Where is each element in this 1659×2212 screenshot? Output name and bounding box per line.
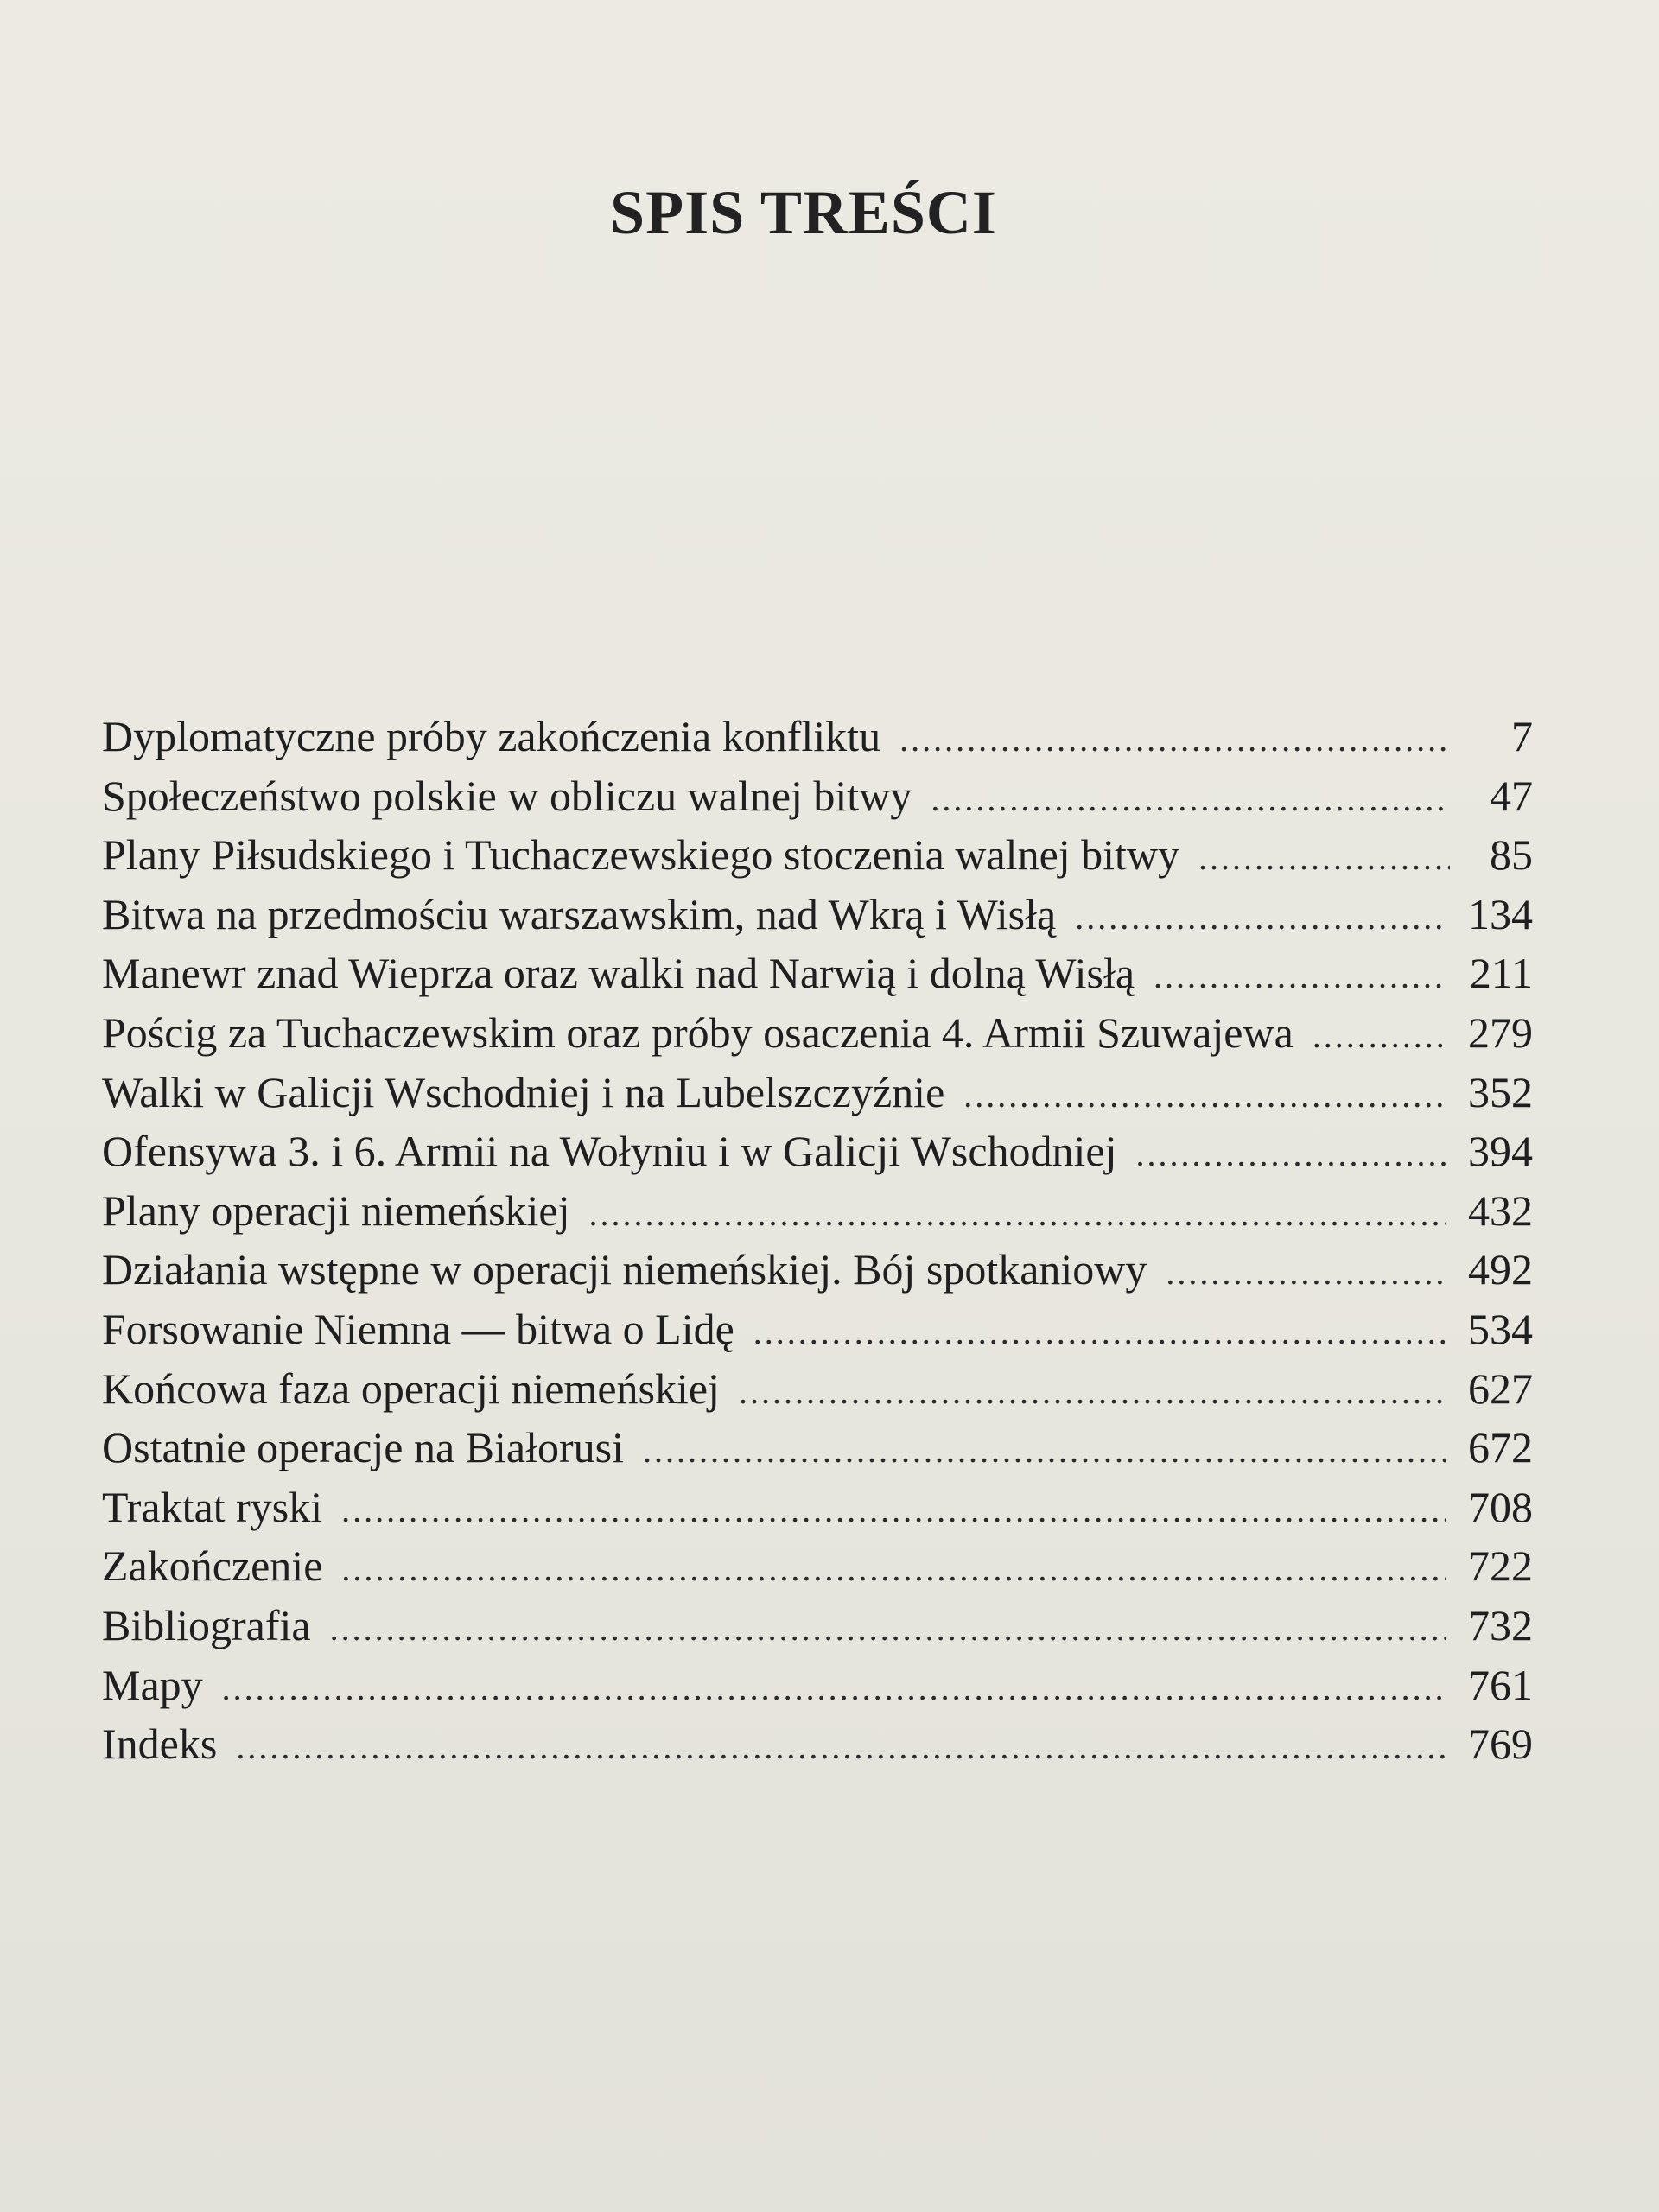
dot-leader	[222, 1659, 1446, 1719]
dot-leader	[1198, 829, 1450, 888]
toc-entry-title: Forsowanie Niemna — bitwa o Lidę	[102, 1304, 734, 1353]
dot-leader	[963, 1066, 1446, 1126]
toc-entry-9	[102, 1181, 1533, 1241]
toc-entry-17	[102, 1656, 1533, 1715]
toc-entry-14	[102, 1478, 1533, 1537]
dot-leader	[753, 1303, 1446, 1363]
toc-entry-2	[102, 766, 1533, 826]
toc-entry-page: 732	[1468, 1600, 1533, 1649]
dot-leader	[1313, 1007, 1446, 1066]
toc-entry-page: 708	[1468, 1482, 1533, 1531]
toc-entry-title: Dyplomatyczne próby zakończenia konfliktu	[102, 712, 881, 760]
toc-entry-page: 211	[1469, 949, 1533, 998]
dot-leader	[589, 1185, 1446, 1244]
toc-entry-title: Traktat ryski	[102, 1482, 323, 1531]
dot-leader	[236, 1718, 1446, 1777]
dot-leader	[1136, 1125, 1446, 1185]
toc-entry-8	[102, 1122, 1533, 1181]
toc-entry-page: 352	[1468, 1067, 1533, 1116]
toc-entry-10	[102, 1240, 1533, 1300]
toc-entry-title: Ofensywa 3. i 6. Armii na Wołyniu i w Galicji Wschodniej	[102, 1127, 1117, 1176]
toc-entry-page: 279	[1468, 1007, 1533, 1057]
toc-entry-title: Mapy	[102, 1660, 203, 1709]
toc-entry-title: Końcowa faza operacji niemeńskiej	[102, 1363, 720, 1413]
toc-entry-11	[102, 1300, 1533, 1359]
toc-entry-title: Społeczeństwo polskie w obliczu walnej bitwy	[102, 771, 912, 820]
toc-entry-13	[102, 1418, 1533, 1478]
toc-entry-title: Bibliografia	[102, 1600, 311, 1649]
toc-entry-title: Bitwa na przedmościu warszawskim, nad Wkrą i Wisłą	[102, 889, 1057, 938]
toc-entry-page: 672	[1468, 1423, 1533, 1472]
toc-entry-15	[102, 1536, 1533, 1596]
toc-entry-title: Manewr znad Wieprza oraz walki nad Narwią i dolną Wisłą	[102, 949, 1135, 998]
toc-entry-page: 492	[1468, 1245, 1533, 1294]
toc-entry-5	[102, 944, 1533, 1003]
toc-entry-title: Indeks	[102, 1719, 218, 1769]
dot-leader	[931, 770, 1450, 830]
dot-leader	[739, 1363, 1446, 1422]
toc-entry-page: 534	[1468, 1304, 1533, 1353]
toc-entry-page: 7	[1511, 712, 1533, 760]
toc-entry-title: Zakończenie	[102, 1541, 323, 1591]
toc-entry-page: 134	[1468, 889, 1533, 938]
toc-entry-6	[102, 1003, 1533, 1063]
table-of-contents	[102, 707, 1533, 1774]
dot-leader	[1154, 947, 1447, 1007]
dot-leader	[899, 710, 1450, 770]
toc-entry-16	[102, 1596, 1533, 1656]
toc-entry-page: 769	[1468, 1719, 1533, 1769]
page-title: SPIS TREŚCI	[610, 178, 997, 247]
toc-entry-title: Plany Piłsudskiego i Tuchaczewskiego stoczenia walnej bitwy	[102, 830, 1180, 880]
dot-leader	[341, 1481, 1446, 1541]
dot-leader	[1075, 888, 1446, 948]
dot-leader	[643, 1421, 1446, 1481]
toc-entry-title: Walki w Galicji Wschodniej i na Lubelszczyźnie	[102, 1067, 945, 1116]
toc-entry-page: 47	[1490, 771, 1533, 820]
toc-entry-title: Działania wstępne w operacji niemeńskiej. Bój spotkaniowy	[102, 1245, 1147, 1294]
toc-entry-4	[102, 885, 1533, 944]
toc-entry-page: 627	[1468, 1363, 1533, 1413]
dot-leader	[330, 1599, 1446, 1659]
dot-leader	[1166, 1243, 1446, 1303]
toc-entry-18	[102, 1714, 1533, 1774]
toc-entry-page: 432	[1468, 1185, 1533, 1235]
toc-entry-title: Pościg za Tuchaczewskim oraz próby osaczenia 4. Armii Szuwajewa	[102, 1007, 1294, 1057]
toc-entry-7	[102, 1063, 1533, 1122]
toc-entry-title: Plany operacji niemeńskiej	[102, 1185, 570, 1235]
dot-leader	[341, 1540, 1446, 1599]
toc-entry-12	[102, 1359, 1533, 1419]
toc-entry-page: 85	[1490, 830, 1533, 880]
toc-entry-page: 394	[1468, 1127, 1533, 1176]
toc-entry-1	[102, 707, 1533, 766]
toc-entry-title: Ostatnie operacje na Białorusi	[102, 1423, 624, 1472]
toc-entry-page: 722	[1468, 1541, 1533, 1591]
toc-entry-page: 761	[1468, 1660, 1533, 1709]
toc-entry-3	[102, 825, 1533, 885]
